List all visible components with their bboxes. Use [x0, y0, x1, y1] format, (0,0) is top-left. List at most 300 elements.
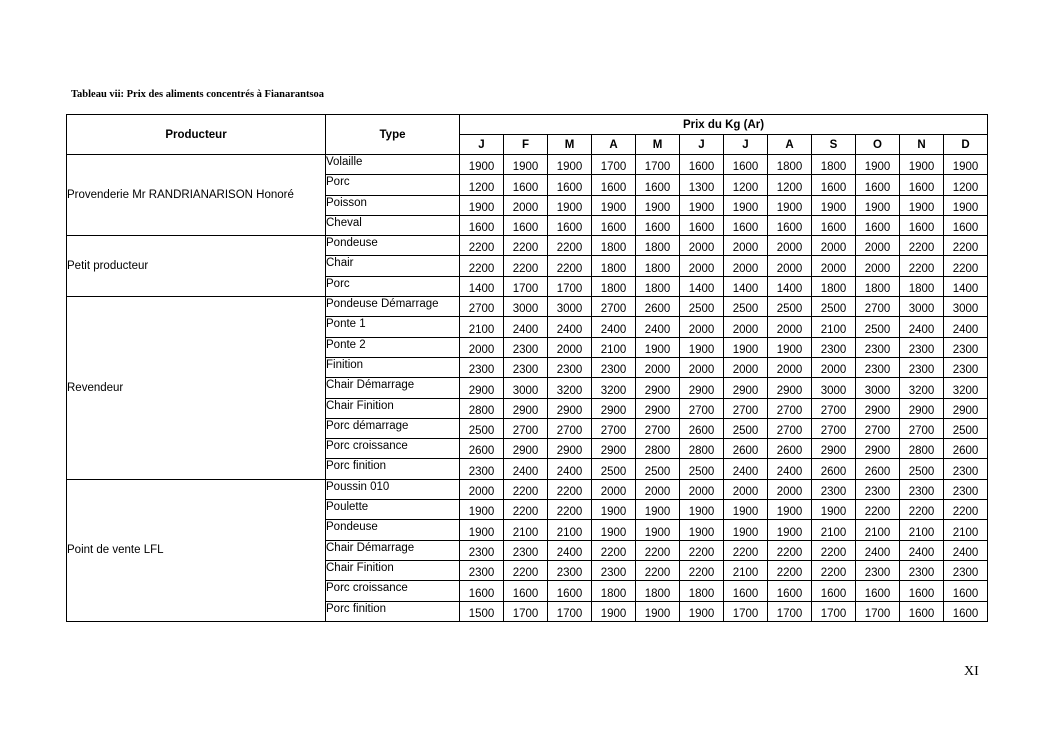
price-cell: 1900: [460, 520, 504, 540]
price-cell: 2200: [504, 479, 548, 499]
price-cell: 1900: [768, 500, 812, 520]
price-cell: 2300: [812, 479, 856, 499]
price-cell: 3000: [504, 378, 548, 398]
price-cell: 2300: [944, 479, 988, 499]
type-cell: Chair Finition: [326, 560, 460, 580]
price-cell: 2400: [900, 317, 944, 337]
price-cell: 2400: [944, 540, 988, 560]
price-cell: 1600: [548, 215, 592, 235]
price-cell: 1600: [504, 215, 548, 235]
price-cell: 2700: [680, 398, 724, 418]
price-cell: 2100: [856, 520, 900, 540]
price-cell: 2200: [900, 256, 944, 276]
type-cell: Ponte 1: [326, 317, 460, 337]
price-cell: 2200: [548, 256, 592, 276]
price-cell: 1600: [856, 175, 900, 195]
price-cell: 2600: [768, 439, 812, 459]
price-cell: 2700: [812, 398, 856, 418]
price-cell: 2000: [680, 479, 724, 499]
price-cell: 2200: [548, 236, 592, 256]
price-cell: 2900: [900, 398, 944, 418]
producteur-cell: Petit producteur: [67, 236, 326, 297]
price-cell: 2000: [768, 317, 812, 337]
price-cell: 1800: [636, 581, 680, 601]
price-cell: 2000: [680, 357, 724, 377]
price-cell: 2900: [856, 439, 900, 459]
type-cell: Cheval: [326, 215, 460, 235]
price-cell: 3200: [592, 378, 636, 398]
price-cell: 2000: [768, 479, 812, 499]
price-cell: 2000: [680, 256, 724, 276]
price-cell: 1700: [592, 155, 636, 175]
price-cell: 1900: [944, 155, 988, 175]
month-header: J: [460, 135, 504, 155]
price-cell: 1600: [636, 215, 680, 235]
price-cell: 1600: [724, 215, 768, 235]
price-cell: 1900: [768, 337, 812, 357]
price-cell: 1900: [680, 337, 724, 357]
price-cell: 1900: [548, 155, 592, 175]
price-cell: 2200: [944, 256, 988, 276]
type-cell: Porc finition: [326, 601, 460, 621]
price-cell: 2500: [680, 459, 724, 479]
price-cell: 1700: [548, 601, 592, 621]
month-header: F: [504, 135, 548, 155]
price-cell: 2900: [636, 398, 680, 418]
table-row: [67, 297, 988, 317]
price-cell: 2200: [504, 256, 548, 276]
type-cell: Pondeuse: [326, 520, 460, 540]
price-cell: 2100: [812, 520, 856, 540]
header-prix: Prix du Kg (Ar): [460, 115, 988, 135]
price-cell: 2300: [548, 357, 592, 377]
price-cell: 2000: [812, 357, 856, 377]
price-cell: 2300: [944, 459, 988, 479]
price-cell: 2300: [900, 357, 944, 377]
price-cell: 2000: [724, 256, 768, 276]
price-cell: 2900: [812, 439, 856, 459]
price-cell: 2000: [856, 256, 900, 276]
price-cell: 2000: [592, 479, 636, 499]
price-cell: 1800: [812, 155, 856, 175]
price-cell: 1200: [460, 175, 504, 195]
price-cell: 1900: [680, 601, 724, 621]
price-cell: 1600: [812, 175, 856, 195]
price-cell: 2500: [856, 317, 900, 337]
month-header: O: [856, 135, 900, 155]
price-cell: 2400: [592, 317, 636, 337]
price-cell: 2800: [900, 439, 944, 459]
price-cell: 2400: [548, 317, 592, 337]
producteur-cell: Revendeur: [67, 297, 326, 480]
price-cell: 1900: [724, 520, 768, 540]
price-cell: 1600: [460, 581, 504, 601]
price-cell: 2500: [944, 418, 988, 438]
price-table: [66, 114, 988, 622]
price-cell: 2500: [724, 418, 768, 438]
price-cell: 2300: [460, 540, 504, 560]
table-row: [67, 155, 988, 175]
price-cell: 2200: [592, 540, 636, 560]
price-cell: 3200: [548, 378, 592, 398]
price-cell: 2100: [724, 560, 768, 580]
price-cell: 1900: [592, 195, 636, 215]
price-cell: 2100: [548, 520, 592, 540]
type-cell: Poussin 010: [326, 479, 460, 499]
price-cell: 1600: [900, 175, 944, 195]
price-cell: 2200: [636, 560, 680, 580]
price-cell: 2500: [724, 297, 768, 317]
price-cell: 2200: [460, 236, 504, 256]
price-cell: 2300: [460, 357, 504, 377]
price-cell: 1600: [636, 175, 680, 195]
price-cell: 2900: [460, 378, 504, 398]
month-header: D: [944, 135, 988, 155]
price-cell: 2700: [856, 297, 900, 317]
price-cell: 2200: [504, 560, 548, 580]
price-cell: 2300: [504, 540, 548, 560]
price-cell: 1900: [460, 500, 504, 520]
price-cell: 2400: [548, 540, 592, 560]
price-cell: 1900: [900, 195, 944, 215]
price-cell: 2000: [724, 479, 768, 499]
type-cell: Ponte 2: [326, 337, 460, 357]
price-cell: 1900: [636, 500, 680, 520]
price-cell: 1400: [460, 276, 504, 296]
price-cell: 2900: [636, 378, 680, 398]
type-cell: Porc: [326, 276, 460, 296]
price-cell: 2700: [592, 418, 636, 438]
price-cell: 2000: [724, 317, 768, 337]
price-cell: 1600: [460, 215, 504, 235]
price-cell: 1600: [548, 175, 592, 195]
price-cell: 1600: [592, 175, 636, 195]
price-cell: 1800: [636, 236, 680, 256]
month-header: A: [768, 135, 812, 155]
price-cell: 2700: [504, 418, 548, 438]
price-cell: 2500: [636, 459, 680, 479]
price-cell: 2600: [724, 439, 768, 459]
price-cell: 1800: [768, 155, 812, 175]
month-header: M: [548, 135, 592, 155]
type-cell: Finition: [326, 357, 460, 377]
price-cell: 2700: [636, 418, 680, 438]
price-cell: 1400: [768, 276, 812, 296]
price-cell: 1800: [592, 276, 636, 296]
price-cell: 2900: [856, 398, 900, 418]
price-cell: 1900: [680, 520, 724, 540]
price-cell: 2000: [636, 357, 680, 377]
price-cell: 2600: [680, 418, 724, 438]
price-cell: 1200: [724, 175, 768, 195]
price-cell: 2000: [856, 236, 900, 256]
price-cell: 1400: [944, 276, 988, 296]
price-cell: 1600: [856, 581, 900, 601]
price-cell: 1300: [680, 175, 724, 195]
type-cell: Poulette: [326, 500, 460, 520]
price-cell: 2000: [724, 357, 768, 377]
price-cell: 2200: [548, 479, 592, 499]
price-cell: 1400: [680, 276, 724, 296]
price-cell: 2800: [636, 439, 680, 459]
price-cell: 2500: [460, 418, 504, 438]
price-cell: 2400: [548, 459, 592, 479]
price-cell: 2700: [460, 297, 504, 317]
price-cell: 2200: [680, 560, 724, 580]
price-cell: 1900: [592, 601, 636, 621]
type-cell: Chair Finition: [326, 398, 460, 418]
price-cell: 2600: [944, 439, 988, 459]
type-cell: Porc finition: [326, 459, 460, 479]
price-cell: 1600: [944, 601, 988, 621]
price-cell: 2200: [504, 236, 548, 256]
price-cell: 2500: [900, 459, 944, 479]
price-cell: 2100: [944, 520, 988, 540]
price-cell: 2100: [504, 520, 548, 540]
price-cell: 2400: [504, 317, 548, 337]
price-cell: 2000: [812, 236, 856, 256]
price-cell: 2200: [680, 540, 724, 560]
price-cell: 1900: [680, 500, 724, 520]
price-cell: 1900: [856, 155, 900, 175]
price-cell: 2200: [636, 540, 680, 560]
price-cell: 2000: [460, 479, 504, 499]
price-cell: 2900: [592, 439, 636, 459]
price-cell: 2300: [548, 560, 592, 580]
price-cell: 1600: [504, 175, 548, 195]
price-cell: 3000: [504, 297, 548, 317]
price-cell: 2300: [504, 357, 548, 377]
header-producteur: Producteur: [67, 115, 326, 155]
price-cell: 2300: [504, 337, 548, 357]
price-cell: 2800: [460, 398, 504, 418]
price-cell: 1800: [636, 256, 680, 276]
price-cell: 2400: [768, 459, 812, 479]
price-cell: 2900: [548, 439, 592, 459]
price-cell: 2300: [856, 337, 900, 357]
price-cell: 1200: [944, 175, 988, 195]
price-cell: 1800: [592, 581, 636, 601]
price-cell: 2200: [900, 236, 944, 256]
type-cell: Pondeuse Démarrage: [326, 297, 460, 317]
price-cell: 1900: [768, 520, 812, 540]
price-cell: 2700: [900, 418, 944, 438]
price-cell: 2900: [680, 378, 724, 398]
price-cell: 1900: [944, 195, 988, 215]
price-cell: 3000: [856, 378, 900, 398]
price-cell: 2300: [460, 459, 504, 479]
price-cell: 1800: [680, 581, 724, 601]
header-row: [67, 115, 988, 135]
price-cell: 2200: [900, 500, 944, 520]
price-cell: 3000: [548, 297, 592, 317]
price-cell: 2900: [504, 398, 548, 418]
price-cell: 2300: [900, 479, 944, 499]
price-cell: 2200: [768, 540, 812, 560]
price-cell: 1900: [636, 601, 680, 621]
price-cell: 2300: [856, 357, 900, 377]
price-cell: 1700: [636, 155, 680, 175]
price-cell: 2300: [856, 479, 900, 499]
price-cell: 2300: [856, 560, 900, 580]
price-cell: 1200: [768, 175, 812, 195]
type-cell: Pondeuse: [326, 236, 460, 256]
type-cell: Poisson: [326, 195, 460, 215]
price-cell: 2000: [460, 337, 504, 357]
price-cell: 3000: [944, 297, 988, 317]
price-cell: 1700: [856, 601, 900, 621]
price-cell: 1900: [592, 500, 636, 520]
price-cell: 1900: [460, 195, 504, 215]
price-cell: 2200: [724, 540, 768, 560]
price-cell: 1900: [680, 195, 724, 215]
type-cell: Chair: [326, 256, 460, 276]
price-cell: 2300: [944, 337, 988, 357]
table-row: [67, 479, 988, 499]
price-cell: 3000: [900, 297, 944, 317]
type-cell: Porc croissance: [326, 581, 460, 601]
price-cell: 1900: [636, 337, 680, 357]
price-cell: 3200: [900, 378, 944, 398]
price-cell: 2100: [460, 317, 504, 337]
price-cell: 2100: [812, 317, 856, 337]
month-header: N: [900, 135, 944, 155]
price-cell: 2200: [944, 236, 988, 256]
price-cell: 1900: [812, 500, 856, 520]
type-cell: Porc croissance: [326, 439, 460, 459]
price-cell: 2000: [768, 256, 812, 276]
price-cell: 1600: [900, 601, 944, 621]
price-cell: 2000: [636, 479, 680, 499]
type-cell: Chair Démarrage: [326, 378, 460, 398]
price-cell: 1900: [504, 155, 548, 175]
price-cell: 1800: [900, 276, 944, 296]
price-cell: 2400: [724, 459, 768, 479]
price-cell: 1600: [944, 581, 988, 601]
price-cell: 2000: [724, 236, 768, 256]
type-cell: Porc: [326, 175, 460, 195]
price-cell: 2600: [812, 459, 856, 479]
price-cell: 1600: [856, 215, 900, 235]
price-cell: 2900: [768, 378, 812, 398]
price-cell: 1900: [636, 195, 680, 215]
price-cell: 1700: [504, 601, 548, 621]
price-cell: 2200: [768, 560, 812, 580]
price-cell: 3200: [944, 378, 988, 398]
price-cell: 1900: [724, 500, 768, 520]
price-cell: 2700: [592, 297, 636, 317]
price-cell: 1700: [504, 276, 548, 296]
price-cell: 2000: [768, 357, 812, 377]
price-cell: 1900: [724, 337, 768, 357]
price-cell: 2300: [944, 560, 988, 580]
price-cell: 1900: [724, 195, 768, 215]
month-header: J: [680, 135, 724, 155]
price-cell: 1800: [812, 276, 856, 296]
price-cell: 1700: [812, 601, 856, 621]
price-cell: 2700: [768, 398, 812, 418]
price-cell: 3000: [812, 378, 856, 398]
price-cell: 2700: [812, 418, 856, 438]
price-cell: 2000: [504, 195, 548, 215]
price-cell: 1600: [724, 155, 768, 175]
producteur-cell: Provenderie Mr RANDRIANARISON Honoré: [67, 155, 326, 236]
price-cell: 2000: [812, 256, 856, 276]
price-cell: 2300: [592, 560, 636, 580]
price-cell: 2300: [944, 357, 988, 377]
price-cell: 1900: [592, 520, 636, 540]
price-cell: 2100: [900, 520, 944, 540]
price-cell: 1600: [680, 215, 724, 235]
price-cell: 1900: [768, 195, 812, 215]
price-cell: 2800: [680, 439, 724, 459]
price-cell: 2900: [944, 398, 988, 418]
price-cell: 2400: [856, 540, 900, 560]
price-cell: 1900: [856, 195, 900, 215]
price-cell: 1700: [548, 276, 592, 296]
price-cell: 2000: [680, 317, 724, 337]
price-cell: 2300: [900, 337, 944, 357]
price-cell: 2900: [724, 378, 768, 398]
price-cell: 1600: [768, 215, 812, 235]
price-cell: 2400: [636, 317, 680, 337]
price-cell: 2300: [900, 560, 944, 580]
price-cell: 2000: [768, 236, 812, 256]
price-cell: 1600: [900, 581, 944, 601]
price-cell: 2400: [504, 459, 548, 479]
producteur-cell: Point de vente LFL: [67, 479, 326, 621]
type-cell: Porc démarrage: [326, 418, 460, 438]
price-cell: 2700: [768, 418, 812, 438]
price-cell: 2700: [724, 398, 768, 418]
price-cell: 2500: [592, 459, 636, 479]
price-cell: 1600: [900, 215, 944, 235]
price-cell: 2500: [768, 297, 812, 317]
price-cell: 2300: [592, 357, 636, 377]
price-cell: 1700: [724, 601, 768, 621]
price-cell: 1800: [856, 276, 900, 296]
price-cell: 1600: [680, 155, 724, 175]
price-cell: 2000: [680, 236, 724, 256]
price-cell: 2600: [856, 459, 900, 479]
price-cell: 1500: [460, 601, 504, 621]
price-cell: 1600: [812, 215, 856, 235]
price-cell: 2200: [812, 540, 856, 560]
price-cell: 1700: [768, 601, 812, 621]
price-cell: 2900: [592, 398, 636, 418]
price-cell: 2700: [548, 418, 592, 438]
table-body: [67, 155, 988, 622]
type-cell: Chair Démarrage: [326, 540, 460, 560]
month-header: J: [724, 135, 768, 155]
price-cell: 1600: [724, 581, 768, 601]
price-cell: 2000: [548, 337, 592, 357]
price-cell: 2700: [856, 418, 900, 438]
header-type: Type: [326, 115, 460, 155]
price-cell: 1900: [460, 155, 504, 175]
price-cell: 2600: [636, 297, 680, 317]
price-cell: 2300: [460, 560, 504, 580]
price-cell: 1900: [900, 155, 944, 175]
price-cell: 1600: [504, 581, 548, 601]
table-row: [67, 236, 988, 256]
price-cell: 1800: [592, 236, 636, 256]
price-cell: 2900: [504, 439, 548, 459]
price-cell: 2500: [680, 297, 724, 317]
price-cell: 1600: [768, 581, 812, 601]
price-cell: 1400: [724, 276, 768, 296]
price-cell: 2200: [504, 500, 548, 520]
